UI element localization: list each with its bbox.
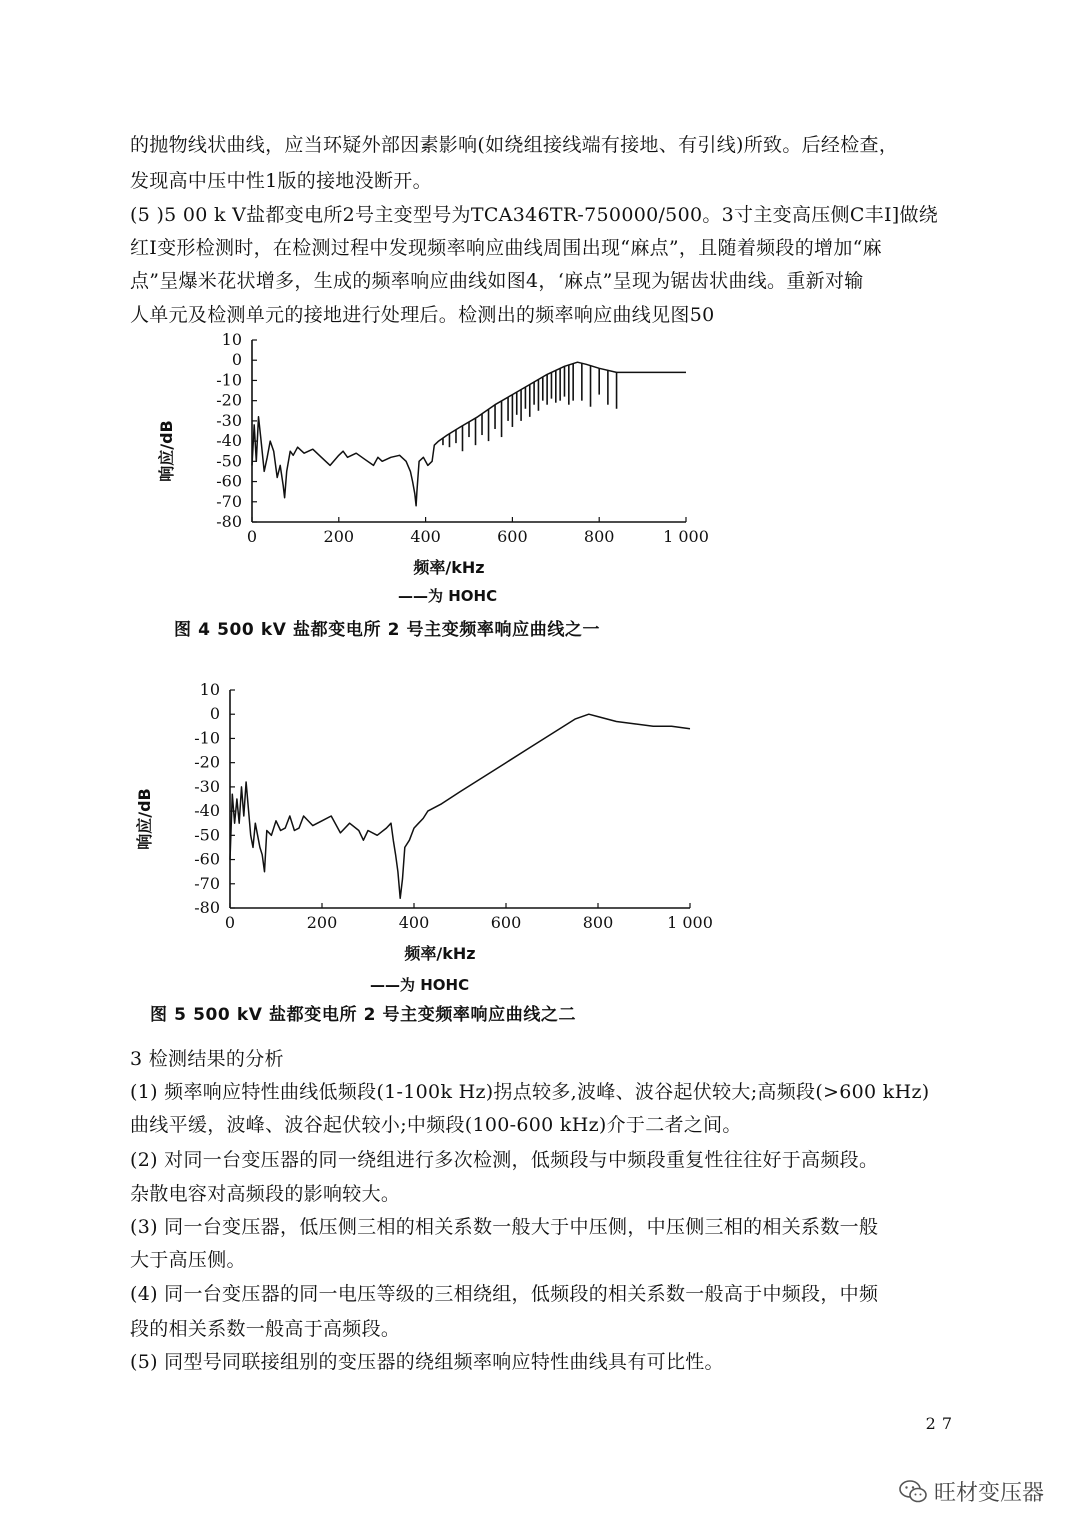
fig5-y-tick-label: -80 xyxy=(194,898,220,917)
intro-line-4: 红I变形检测时，在检测过程中发现频率响应曲线周围出现“麻点”，且随着频段的增加“麻 xyxy=(130,237,882,259)
analysis-line-2: 曲线平缓，波峰、波谷起伏较小;中频段(100-600 kHz)介于二者之间。 xyxy=(130,1114,742,1136)
fig4-legend: ——为 HOHC xyxy=(398,587,498,605)
fig5-y-tick-label: -30 xyxy=(194,776,220,796)
watermark xyxy=(898,1476,1044,1507)
fig5-series-line xyxy=(230,714,690,898)
fig5-legend: ——为 HOHC xyxy=(370,976,470,994)
fig5-x-tick-label: 800 xyxy=(582,913,614,932)
fig4-y-tick-label: -20 xyxy=(216,390,242,410)
fig5-x-axis-label: 频率/kHz xyxy=(404,944,476,963)
fig4-y-axis-label: 响应/dB xyxy=(157,420,176,482)
fig5-y-tick-label: 0 xyxy=(209,704,220,724)
fig4-x-tick-label: 0 xyxy=(246,527,258,546)
analysis-line-7: (4) 同一台变压器的同一电压等级的三相绕组，低频段的相关系数一般高于中频段，中频 xyxy=(130,1283,879,1305)
analysis-line-5: (3) 同一台变压器，低压侧三相的相关系数一般大于中压侧，中压侧三相的相关系数一般 xyxy=(130,1216,879,1238)
intro-line-2: 发现高中压中性1版的接地没断开。 xyxy=(130,170,432,192)
fig5-y-tick-label: -10 xyxy=(194,728,220,748)
section-title: 3 检测结果的分析 xyxy=(130,1048,284,1070)
fig5-x-tick-label: 0 xyxy=(224,913,236,932)
intro-line-5: 点”呈爆米花状增多，生成的频率响应曲线如图4，‘麻点”呈现为锯齿状曲线。重新对输 xyxy=(130,270,864,292)
fig4-x-axis-label: 频率/kHz xyxy=(413,558,485,577)
wechat-icon xyxy=(898,1479,928,1505)
fig4-x-tick-label: 1 000 xyxy=(663,527,709,546)
fig5-y-axis-label: 响应/dB xyxy=(135,788,154,850)
fig4-y-tick-label: -60 xyxy=(216,471,242,491)
fig4-y-tick-label: -50 xyxy=(216,451,242,471)
fig5-x-tick-label: 200 xyxy=(306,913,338,932)
fig5-x-tick-label: 400 xyxy=(398,913,430,932)
fig4-y-tick-label: 10 xyxy=(221,330,242,349)
fig5-caption: 图 5 500 kV 盐都变电所 2 号主变频率响应曲线之二 xyxy=(150,1005,577,1025)
fig4-x-tick-label: 200 xyxy=(323,527,355,546)
fig4-y-tick-label: -70 xyxy=(216,491,242,511)
analysis-line-6: 大于高压侧。 xyxy=(130,1249,246,1271)
fig4-x-tick-label: 400 xyxy=(410,527,441,546)
fig4-y-tick-label: -40 xyxy=(216,431,242,451)
fig5-y-tick-label: -20 xyxy=(194,752,220,772)
fig4-y-tick-label: -10 xyxy=(216,370,242,390)
fig4-x-tick-label: 600 xyxy=(497,527,528,546)
fig5-y-tick-label: -50 xyxy=(194,825,220,845)
fig4-caption: 图 4 500 kV 盐都变电所 2 号主变频率响应曲线之一 xyxy=(174,620,601,640)
analysis-line-3: (2) 对同一台变压器的同一绕组进行多次检测，低频段与中频段重复性往往好于高频段。 xyxy=(130,1149,879,1171)
analysis-line-9: (5) 同型号同联接组别的变压器的绕组频率响应特性曲线具有可比性。 xyxy=(130,1351,724,1373)
fig5-x-tick-label: 600 xyxy=(490,913,522,932)
fig4-chart xyxy=(157,330,709,577)
intro-line-1: 的抛物线状曲线，应当环疑外部因素影响(如绕组接线端有接地、有引线)所致。后经检查， xyxy=(130,134,899,156)
page-number: 27 xyxy=(925,1414,958,1433)
watermark-text: 旺材变压器 xyxy=(933,1481,1044,1506)
intro-line-3: (5 )5 00 k V盐都变电所2号主变型号为TCA346TR-750000/500。3寸主变高压侧C丰I]做绕 xyxy=(130,204,939,226)
fig5-x-tick-label: 1 000 xyxy=(667,913,713,932)
fig5-y-tick-label: 10 xyxy=(199,680,220,699)
fig4-y-tick-label: -30 xyxy=(216,410,242,430)
fig5-y-tick-label: -40 xyxy=(194,801,220,821)
analysis-line-8: 段的相关系数一般高于高频段。 xyxy=(130,1318,401,1340)
analysis-line-1: (1) 频率响应特性曲线低频段(1-100k Hz)拐点较多,波峰、波谷起伏较大;高频段(>600 kHz) xyxy=(130,1081,930,1103)
fig4-y-tick-label: -80 xyxy=(216,512,242,531)
fig5-y-tick-label: -70 xyxy=(194,873,220,893)
fig5-y-tick-label: -60 xyxy=(194,849,220,869)
fig4-x-tick-label: 800 xyxy=(583,527,615,546)
fig5-chart xyxy=(135,680,713,963)
analysis-line-4: 杂散电容对高频段的影响较大。 xyxy=(130,1183,401,1205)
intro-line-6: 人单元及检测单元的接地进行处理后。检测出的频率响应曲线见图50 xyxy=(130,304,715,326)
fig4-y-tick-label: 0 xyxy=(231,350,242,370)
